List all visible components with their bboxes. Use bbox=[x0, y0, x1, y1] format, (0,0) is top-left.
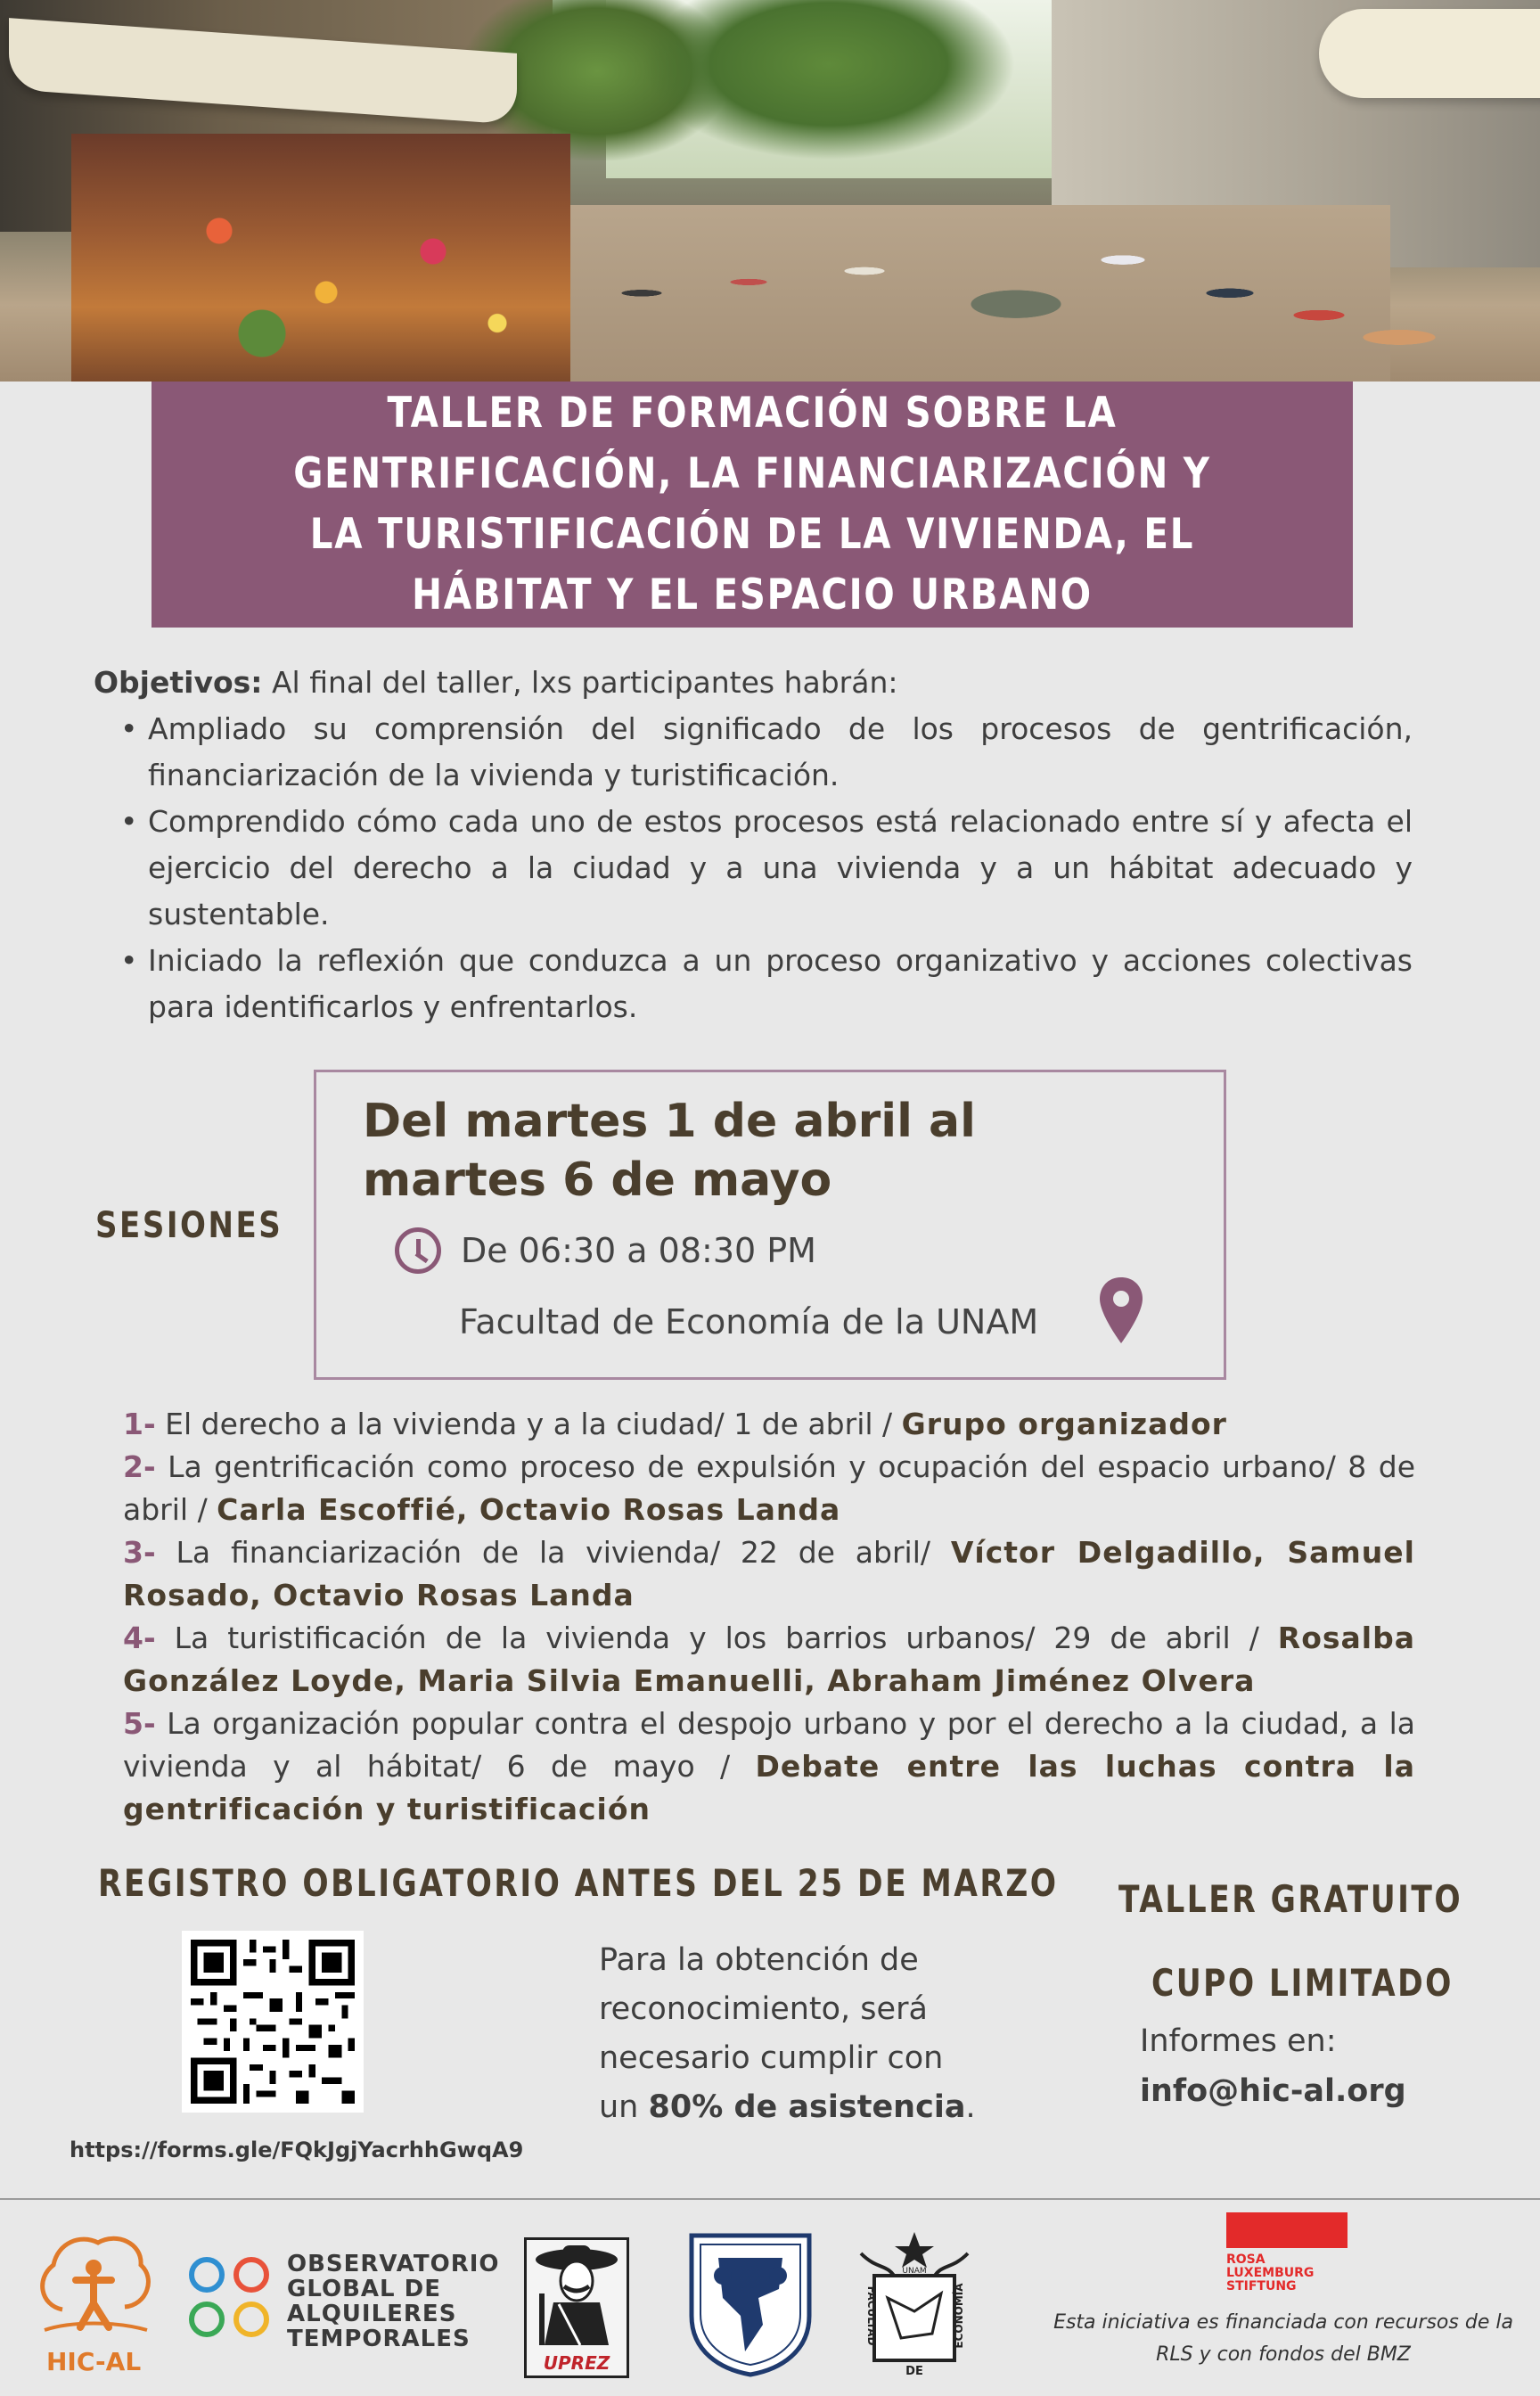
item-speakers: Debate entre las luchas contra la gentrificación y turistificación bbox=[123, 1749, 1416, 1826]
item-text: La financiarización de la vivienda/ 22 de abril/ bbox=[155, 1535, 951, 1570]
list-item: • Comprendido cómo cada uno de estos procesos está relacionado entre sí y afecta el ejercicio del derecho a la ciudad y a una vivienda y a un hábitat adecuado y sustentable. bbox=[94, 799, 1413, 938]
session-time-row bbox=[395, 1227, 816, 1274]
fe-top-text: UNAM bbox=[902, 2267, 927, 2276]
item-speakers: Grupo organizador bbox=[901, 1407, 1227, 1441]
contact-label: Informes en: bbox=[1140, 2023, 1337, 2059]
rosa-luxemburg-logo bbox=[1226, 2212, 1348, 2293]
recognition-text: Para la obtención de reconocimiento, será necesario cumplir con un bbox=[599, 1942, 944, 2125]
objectives-label: Objetivos: bbox=[94, 665, 263, 700]
limited-spots-label: CUPO LIMITADO bbox=[1151, 1961, 1454, 2005]
item-number: 4- bbox=[123, 1621, 156, 1655]
facultad-economia-logo bbox=[852, 2227, 977, 2378]
sessions-label: SESIONES bbox=[95, 1205, 283, 1246]
item-number: 1- bbox=[123, 1407, 156, 1441]
program-list bbox=[123, 1403, 1415, 1831]
item-speakers: Carla Escoffié, Octavio Rosas Landa bbox=[217, 1492, 841, 1527]
contact-info bbox=[1140, 2016, 1406, 2116]
rosa-luxemburg-bar-icon bbox=[1226, 2212, 1348, 2248]
item-text: El derecho a la vivienda y a la ciudad/ 1 de abril / bbox=[155, 1407, 902, 1441]
location-pin-icon bbox=[1097, 1276, 1145, 1345]
session-info-box bbox=[314, 1070, 1226, 1380]
fe-left-text: FACULTAD bbox=[865, 2285, 878, 2346]
rosa-luxemburg-text bbox=[1226, 2253, 1348, 2293]
list-item bbox=[123, 1403, 1415, 1446]
item-number: 5- bbox=[123, 1706, 156, 1741]
list-item bbox=[123, 1446, 1415, 1531]
header-photo bbox=[0, 0, 1540, 382]
facultad-economia-emblem-icon bbox=[852, 2227, 977, 2378]
list-item: • Iniciado la reflexión que conduzca a un proceso organizativo y acciones colectivas para identificarlos y enfrentarlos. bbox=[94, 938, 1413, 1030]
list-item: • Ampliado su comprensión del significado de los procesos de gentrificación, financiarización de la vivienda y turistificación. bbox=[94, 706, 1413, 799]
rosa-line: LUXEMBURG bbox=[1226, 2266, 1315, 2280]
clock-icon bbox=[395, 1227, 441, 1274]
list-item bbox=[123, 1617, 1415, 1703]
contact-email-text: info@hic-al.org bbox=[1140, 2073, 1406, 2109]
item-text: La organización popular contra el despojo urbano y por el derecho a la ciudad, a la vivienda y al hábitat/ 6 de mayo / bbox=[123, 1706, 1415, 1784]
unam-shield-icon bbox=[683, 2227, 818, 2378]
objectives-intro-text: Al final del taller, lxs participantes habrán: bbox=[262, 665, 898, 700]
uprez-label: UPREZ bbox=[543, 2352, 610, 2374]
fe-right-text: ECONOMÍA bbox=[953, 2283, 965, 2349]
qr-code[interactable] bbox=[182, 1931, 364, 2113]
hic-al-logo bbox=[27, 2225, 160, 2376]
item-speakers: Víctor Delgadillo, Samuel Rosado, Octavio Rosas Landa bbox=[123, 1535, 1415, 1612]
fe-bottom-text: DE bbox=[905, 2365, 923, 2378]
uprez-logo bbox=[524, 2237, 629, 2378]
list-item bbox=[123, 1531, 1415, 1617]
item-text: La gentrificación como proceso de expulsión y ocupación del espacio urbano/ 8 de abril / bbox=[123, 1449, 1415, 1527]
objectives-section bbox=[94, 660, 1413, 1030]
item-speakers: Rosalba González Loyde, Maria Silvia Emanuelli, Abraham Jiménez Olvera bbox=[123, 1621, 1415, 1698]
ogat-dots-icon bbox=[189, 2257, 274, 2343]
item-number: 2- bbox=[123, 1449, 156, 1484]
rosa-line: ROSA bbox=[1226, 2252, 1266, 2267]
zapata-portrait-icon bbox=[527, 2240, 627, 2347]
footer-divider bbox=[0, 2198, 1540, 2200]
session-place: Facultad de Economía de la UNAM bbox=[459, 1302, 1039, 1342]
objectives-intro bbox=[94, 660, 1413, 706]
item-number: 3- bbox=[123, 1535, 156, 1570]
unam-logo bbox=[683, 2227, 818, 2378]
funding-note: Esta iniciativa es financiada con recursos de la RLS y con fondos del BMZ bbox=[1053, 2311, 1513, 2366]
ogat-line: ALQUILERES bbox=[287, 2301, 457, 2327]
page-title: TALLER DE FORMACIÓN SOBRE LA GENTRIFICACIÓN, LA FINANCIARIZACIÓN Y LA TURISTIFICACIÓN DE LA VIVIENDA, EL HÁBITAT Y EL ESPACIO URBANO bbox=[293, 389, 1211, 620]
ogat-logo bbox=[189, 2244, 500, 2352]
registration-title: REGISTRO OBLIGATORIO ANTES DEL 25 DE MARZO bbox=[98, 1861, 1059, 1905]
session-time: De 06:30 a 08:30 PM bbox=[461, 1231, 816, 1270]
recognition-end: . bbox=[965, 2089, 976, 2125]
ogat-line: OBSERVATORIO bbox=[287, 2251, 500, 2277]
objectives-list bbox=[94, 706, 1413, 1030]
item-text: La turistificación de la vivienda y los barrios urbanos/ 29 de abril / bbox=[155, 1621, 1278, 1655]
hic-al-label: HIC-AL bbox=[46, 2347, 142, 2376]
hic-al-emblem-icon bbox=[27, 2225, 160, 2341]
recognition-note bbox=[599, 1936, 991, 2132]
ogat-line: GLOBAL DE bbox=[287, 2276, 441, 2302]
contact-email[interactable] bbox=[1140, 2066, 1406, 2116]
title-banner bbox=[152, 382, 1353, 628]
session-dates: Del martes 1 de abril al martes 6 de mayo bbox=[363, 1095, 976, 1207]
free-workshop-label: TALLER GRATUITO bbox=[1118, 1877, 1463, 1921]
qr-code-icon bbox=[191, 1940, 355, 2104]
rosa-line: STIFTUNG bbox=[1226, 2279, 1297, 2293]
list-item bbox=[123, 1703, 1415, 1831]
ogat-line: TEMPORALES bbox=[287, 2326, 471, 2352]
recognition-bold: 80% de asistencia bbox=[648, 2089, 966, 2125]
ogat-text bbox=[287, 2252, 500, 2351]
registration-link[interactable]: https://forms.gle/FQkJgjYacrhhGwqA9 bbox=[70, 2138, 524, 2162]
